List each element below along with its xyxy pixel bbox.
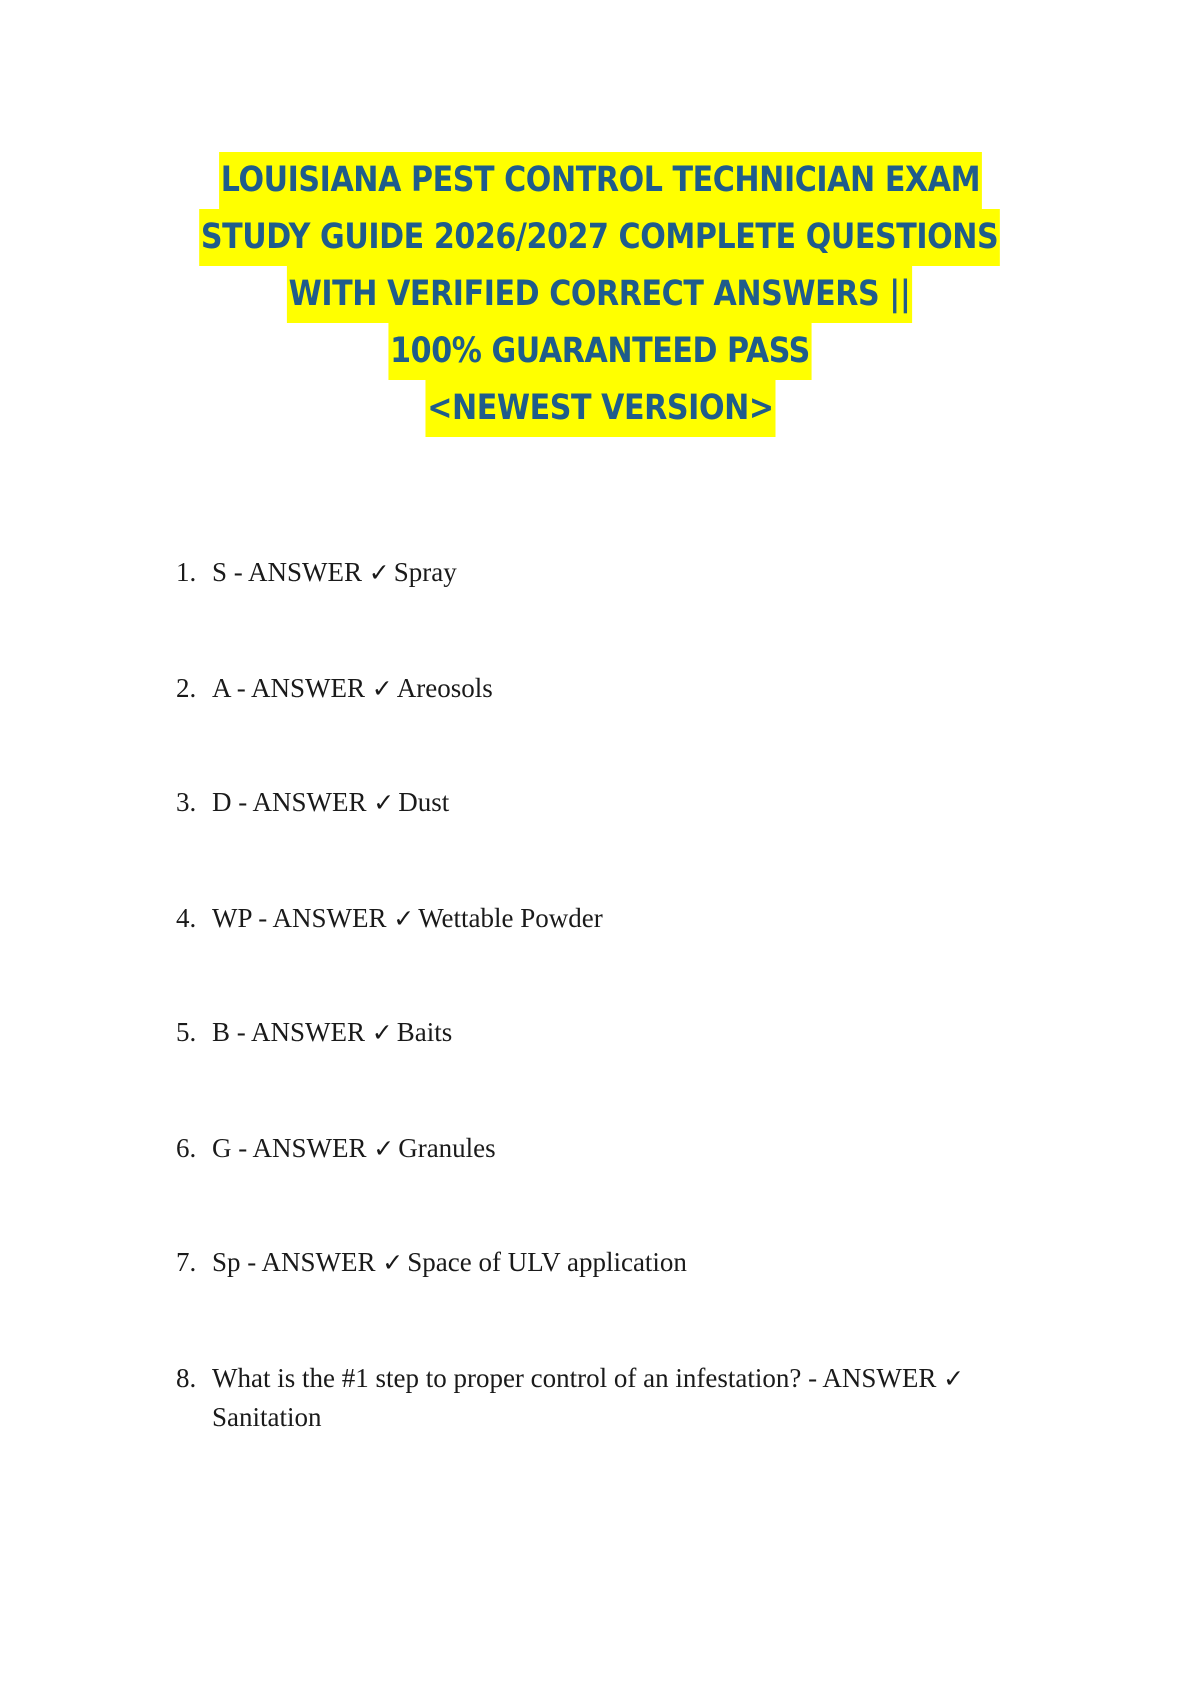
- answer-text: Wettable Powder: [418, 903, 603, 933]
- question-text: A - ANSWER: [212, 673, 366, 703]
- check-icon: ✓: [371, 674, 393, 703]
- document-title: [0, 152, 1200, 437]
- check-icon: ✓: [373, 1134, 395, 1163]
- answer-text: Sanitation: [212, 1402, 322, 1432]
- question-text: G - ANSWER: [212, 1133, 367, 1163]
- question-content: [212, 1013, 1012, 1052]
- answer-text: Baits: [396, 1017, 453, 1047]
- title-line-2: STUDY GUIDE 2026/2027 COMPLETE QUESTIONS: [200, 209, 1001, 266]
- question-number: 1.: [176, 557, 197, 587]
- question-text: S - ANSWER: [212, 557, 363, 587]
- check-icon: ✓: [371, 1018, 393, 1047]
- question-content: [212, 783, 1012, 822]
- title-line-5: <NEWEST VERSION>: [425, 380, 775, 437]
- check-icon: ✓: [382, 1248, 404, 1277]
- question-text: B - ANSWER: [212, 1017, 366, 1047]
- question-content: [212, 1129, 1012, 1168]
- answer-text: Dust: [398, 787, 450, 817]
- question-content: [212, 553, 1012, 592]
- question-text: Sp - ANSWER: [212, 1247, 376, 1277]
- question-number: 4.: [176, 903, 197, 933]
- check-icon: ✓: [393, 904, 415, 933]
- check-icon: ✓: [943, 1364, 965, 1393]
- answer-text: Granules: [398, 1133, 496, 1163]
- question-number: 8.: [176, 1363, 197, 1393]
- question-text: WP - ANSWER: [212, 903, 387, 933]
- title-line-1: LOUISIANA PEST CONTROL TECHNICIAN EXAM: [219, 152, 982, 209]
- question-number: 5.: [176, 1017, 197, 1047]
- answer-text: Spray: [393, 557, 457, 587]
- title-line-4: 100% GUARANTEED PASS: [388, 323, 811, 380]
- question-text: What is the #1 step to proper control of an infestation? - ANSWER: [212, 1363, 937, 1393]
- question-content: [212, 1243, 1012, 1282]
- check-icon: ✓: [368, 558, 390, 587]
- question-content: [212, 899, 1012, 938]
- check-icon: ✓: [373, 788, 395, 817]
- question-number: 6.: [176, 1133, 197, 1163]
- question-content: [212, 669, 1012, 708]
- answer-text: Space of ULV application: [407, 1247, 687, 1277]
- title-line-3: WITH VERIFIED CORRECT ANSWERS ||: [287, 266, 912, 323]
- question-text: D - ANSWER: [212, 787, 367, 817]
- question-number: 2.: [176, 673, 197, 703]
- question-number: 3.: [176, 787, 197, 817]
- question-number: 7.: [176, 1247, 197, 1277]
- answer-text: Areosols: [396, 673, 493, 703]
- question-content: [212, 1359, 1012, 1436]
